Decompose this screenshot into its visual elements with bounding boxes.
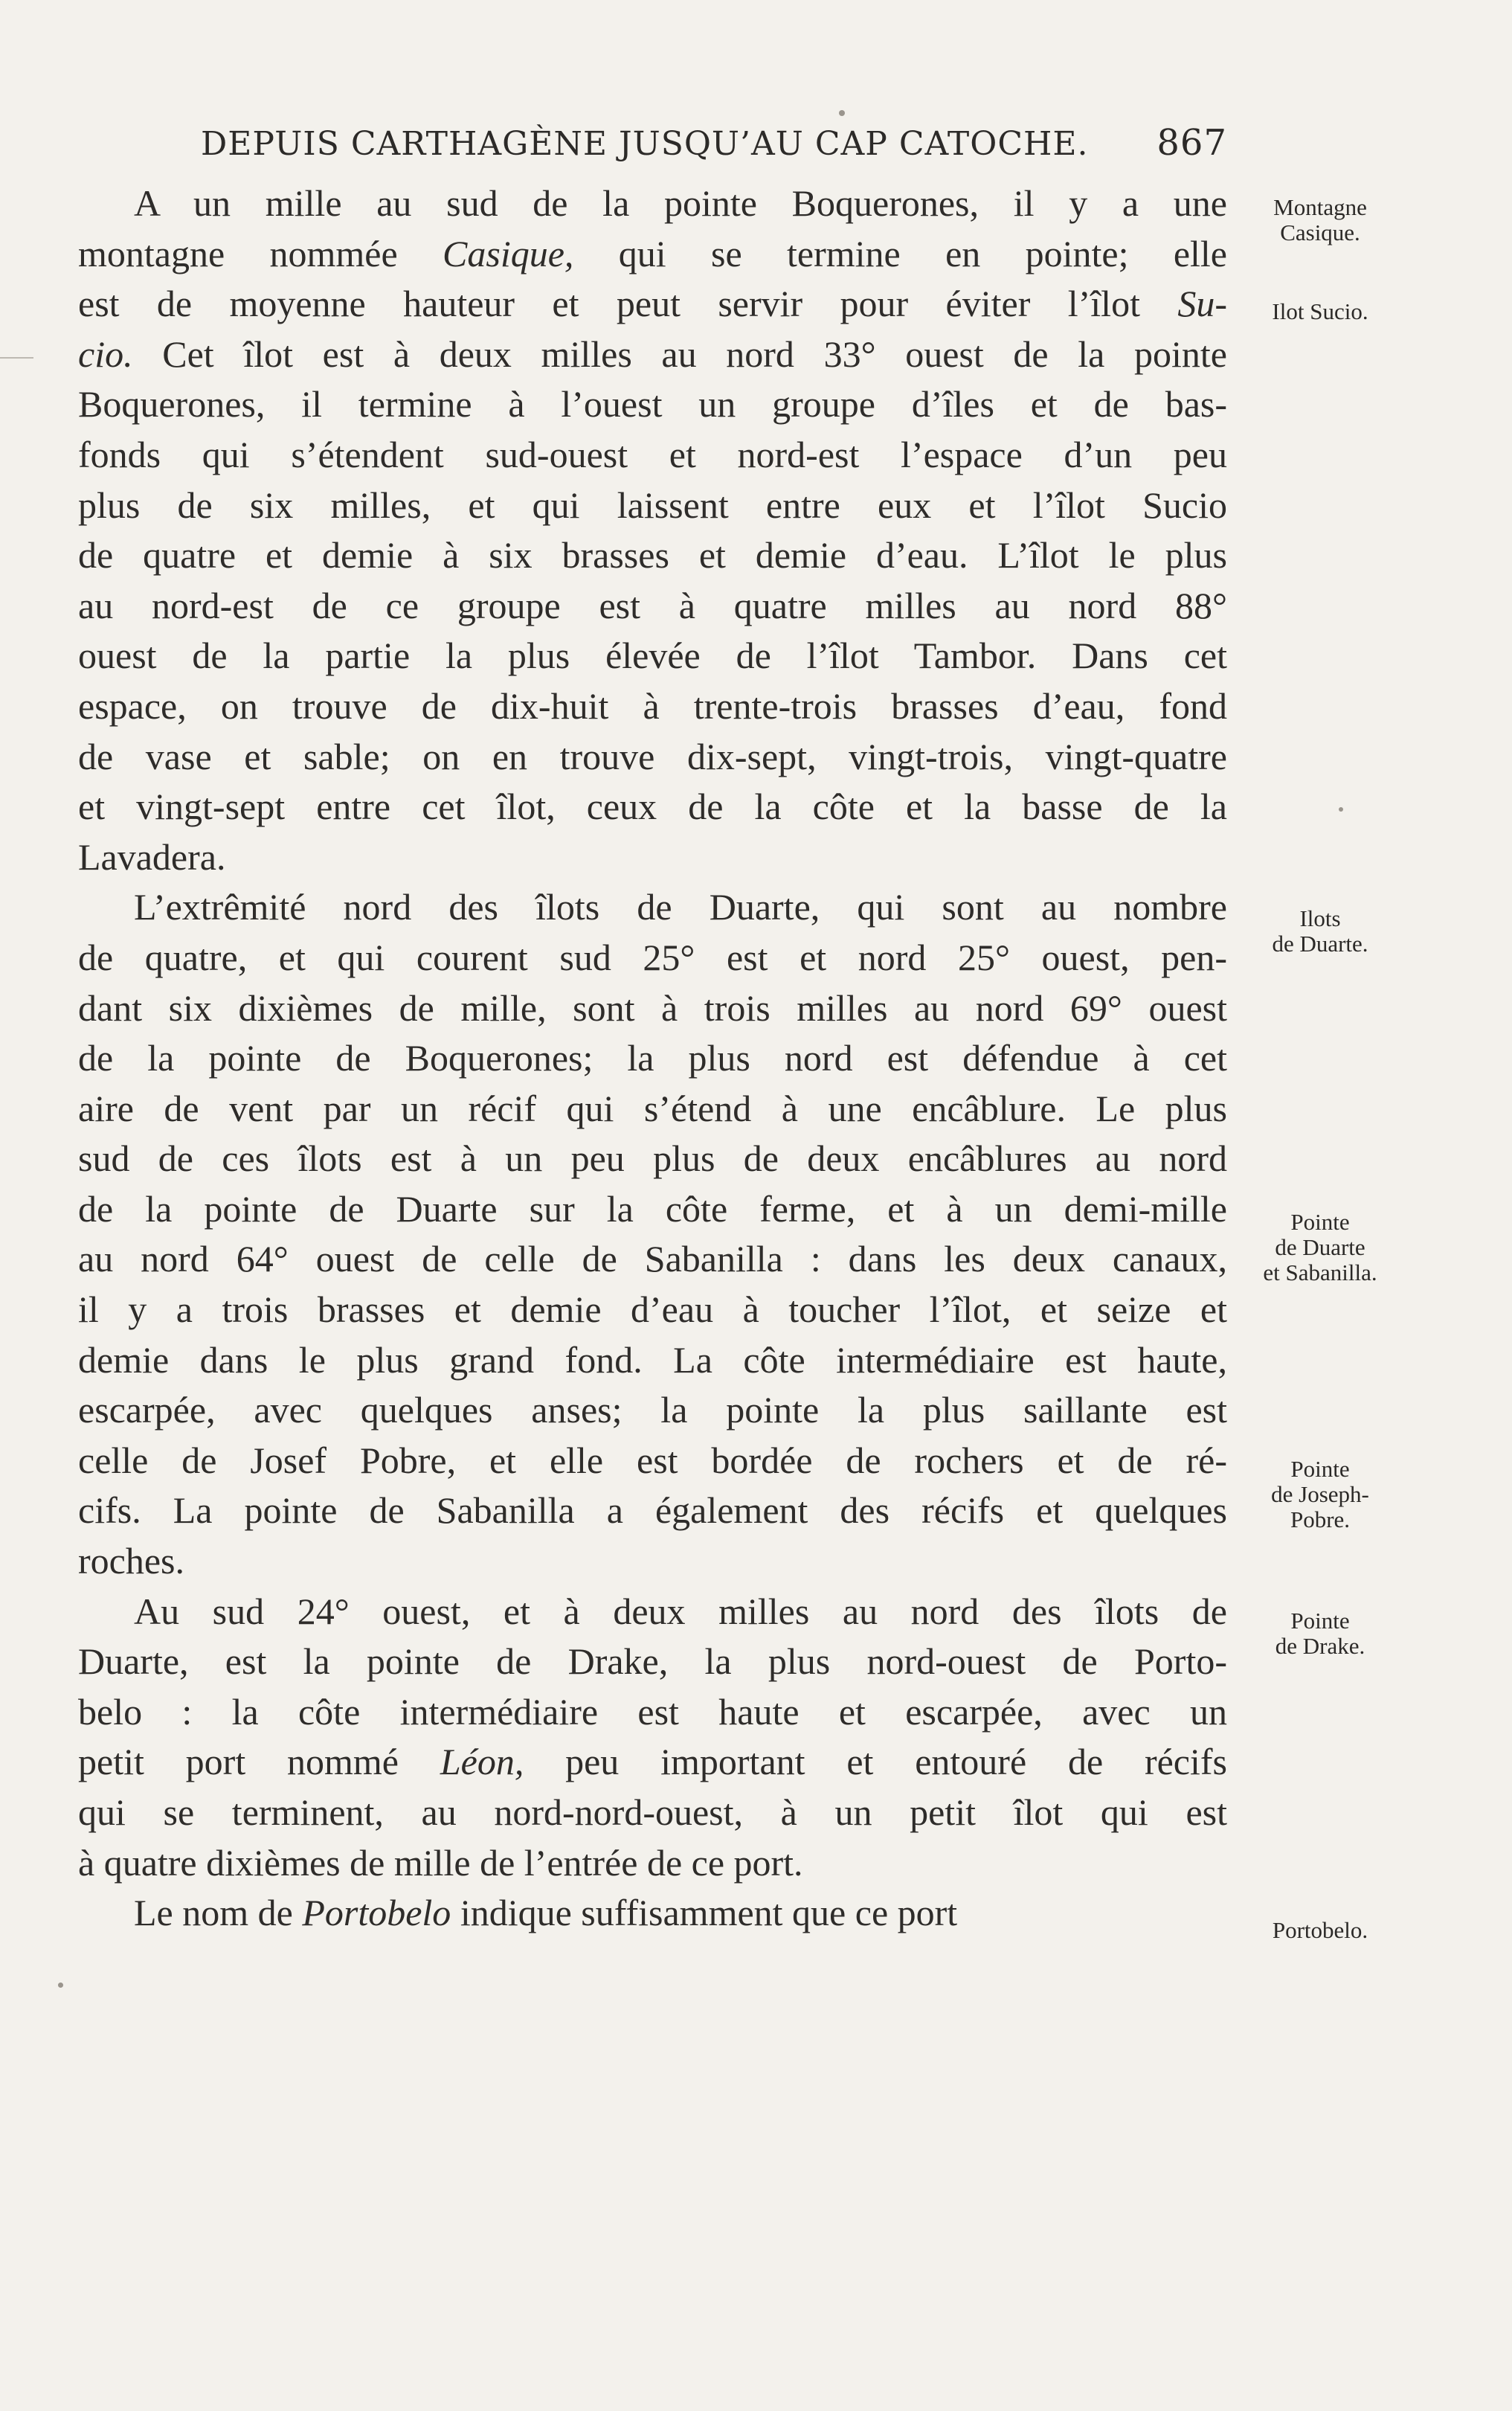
paper-speck [839, 110, 845, 116]
margin-note-line: de Joseph- [1271, 1481, 1369, 1507]
text-line: Boquerones, il termine à l’ouest un groupe d’îles et de bas- [78, 383, 1227, 426]
text-line: à quatre dixièmes de mille de l’entrée de ce port. [78, 1841, 803, 1884]
text-line: de la pointe de Boquerones; la plus nord est défendue à cet [78, 1037, 1227, 1079]
text-line: Le nom de Portobelo indique suffisamment que ce port [134, 1892, 958, 1934]
text-line: de la pointe de Duarte sur la côte ferme, et à un demi-mille [78, 1187, 1227, 1230]
text-line: demie dans le plus grand fond. La côte intermédiaire est haute, [78, 1338, 1227, 1381]
text-line: cifs. La pointe de Sabanilla a également des récifs et quelques [78, 1489, 1227, 1532]
margin-note-portobelo [1238, 1918, 1402, 1943]
margin-note-line: Ilot Sucio. [1272, 298, 1368, 324]
margin-note-line: de Drake. [1275, 1633, 1365, 1659]
running-title: DEPUIS CARTHAGÈNE JUSQU’AU CAP CATOCHE. [201, 125, 1089, 163]
text-line: petit port nommé Léon, peu important et entouré de récifs [78, 1741, 1227, 1783]
margin-note-line: Pointe [1290, 1456, 1350, 1482]
italic-term: Su- [1177, 283, 1227, 325]
text-line: aire de vent par un récif qui s’étend à une encâblure. Le plus [78, 1087, 1227, 1129]
running-header [201, 122, 1227, 170]
text-line: est de moyenne hauteur et peut servir pour éviter l’îlot Su- [78, 283, 1227, 325]
text-line: dant six dixièmes de mille, sont à trois milles au nord 69° ouest [78, 986, 1227, 1029]
italic-term: Portobelo [302, 1892, 451, 1934]
margin-note-line: de Duarte [1275, 1234, 1365, 1260]
text-line: il y a trois brasses et demie d’eau à toucher l’îlot, et seize et [78, 1288, 1227, 1331]
text-line: L’extrêmité nord des îlots de Duarte, qui sont au nombre [134, 886, 1227, 928]
margin-note-montagne-casique [1238, 195, 1402, 245]
text-line: ouest de la partie la plus élevée de l’îlot Tambor. Dans cet [78, 635, 1227, 677]
margin-note-line: Casique. [1280, 219, 1360, 245]
margin-note-line: Ilots [1299, 905, 1341, 931]
text-line: qui se terminent, au nord-nord-ouest, à un petit îlot qui est [78, 1791, 1227, 1833]
paper-speck [58, 1983, 63, 1988]
text-line: celle de Josef Pobre, et elle est bordée de rochers et de ré- [78, 1439, 1227, 1481]
margin-note-line: Pobre. [1290, 1506, 1351, 1532]
text-line: montagne nommée Casique, qui se termine en pointe; elle [78, 232, 1227, 275]
text-line: roches. [78, 1540, 184, 1582]
text-line: cio. Cet îlot est à deux milles au nord 33° ouest de la pointe [78, 333, 1227, 375]
margin-note-pointe-de-duarte-et-sabanilla [1238, 1210, 1402, 1285]
paragraph-1 [78, 179, 1227, 882]
text-line: fonds qui s’étendent sud-ouest et nord-est l’espace d’un peu [78, 433, 1227, 475]
margin-note-pointe-de-drake [1238, 1608, 1402, 1659]
margin-note-line: Portobelo. [1272, 1917, 1368, 1943]
body-text [78, 179, 1227, 1939]
paragraph-2 [78, 882, 1227, 1586]
text-line: de quatre, et qui courent sud 25° est et nord 25° ouest, pen- [78, 936, 1227, 978]
text-line: A un mille au sud de la pointe Boquerones, il y a une [134, 182, 1227, 224]
text-line: au nord 64° ouest de celle de Sabanilla : dans les deux canaux, [78, 1238, 1227, 1280]
text-line: belo : la côte intermédiaire est haute et escarpée, avec un [78, 1690, 1227, 1733]
margin-note-pointe-de-joseph-pobre [1238, 1457, 1402, 1532]
italic-term: cio. [78, 333, 133, 375]
margin-rule-mark [0, 357, 33, 359]
margin-note-line: Montagne [1273, 194, 1367, 220]
text-line: et vingt-sept entre cet îlot, ceux de la côte et la basse de la [78, 786, 1227, 828]
text-line: de quatre et demie à six brasses et demie d’eau. L’îlot le plus [78, 534, 1227, 577]
text-line: de vase et sable; on en trouve dix-sept, vingt-trois, vingt-quatre [78, 735, 1227, 777]
paragraph-3 [78, 1587, 1227, 1889]
margin-note-ilot-sucio [1238, 299, 1402, 324]
text-line: Duarte, est la pointe de Drake, la plus nord-ouest de Porto- [78, 1640, 1227, 1683]
margin-note-line: Pointe [1290, 1608, 1350, 1634]
text-line: espace, on trouve de dix-huit à trente-trois brasses d’eau, fond [78, 684, 1227, 727]
text-line: sud de ces îlots est à un peu plus de deux encâblures au nord [78, 1137, 1227, 1180]
italic-term: Léon, [440, 1741, 524, 1783]
paper-speck [1339, 807, 1343, 812]
text-line: au nord-est de ce groupe est à quatre milles au nord 88° [78, 584, 1227, 626]
text-line: Lavadera. [78, 835, 226, 878]
text-line: Au sud 24° ouest, et à deux milles au nord des îlots de [134, 1590, 1227, 1632]
margin-note-line: Pointe [1290, 1209, 1350, 1235]
margin-note-line: de Duarte. [1272, 931, 1368, 957]
text-line: plus de six milles, et qui laissent entre eux et l’îlot Sucio [78, 484, 1227, 526]
page-number: 867 [1156, 122, 1227, 164]
margin-note-ilots-de-duarte [1238, 906, 1402, 957]
italic-term: Casique, [443, 232, 574, 275]
text-line: escarpée, avec quelques anses; la pointe la plus saillante est [78, 1389, 1227, 1431]
margin-note-line: et Sabanilla. [1263, 1259, 1377, 1285]
paragraph-4 [78, 1888, 1227, 1939]
